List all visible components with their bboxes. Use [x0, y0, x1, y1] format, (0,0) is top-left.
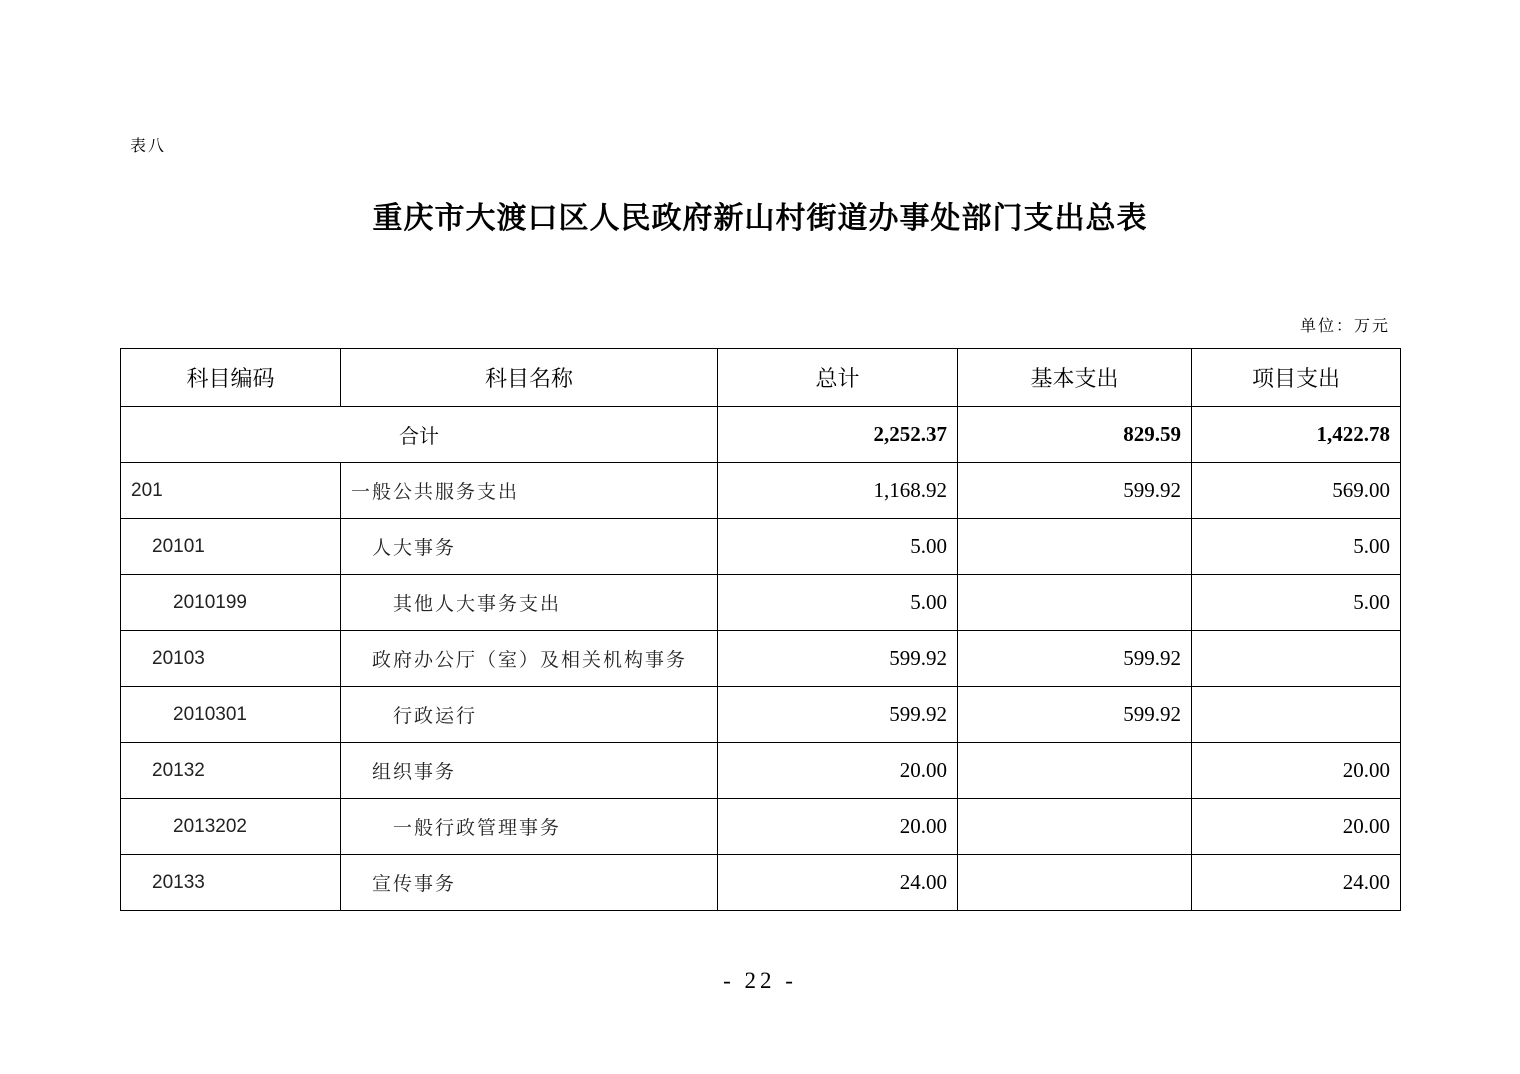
table-row	[121, 575, 1401, 631]
table-row	[121, 855, 1401, 911]
project-cell: 5.00	[1192, 519, 1401, 575]
table-row	[121, 519, 1401, 575]
header-total: 总计	[718, 349, 958, 407]
total-label: 合计	[121, 407, 718, 463]
basic-cell	[958, 743, 1192, 799]
basic-cell: 599.92	[958, 687, 1192, 743]
total-cell: 1,168.92	[718, 463, 958, 519]
project-cell: 569.00	[1192, 463, 1401, 519]
name-cell: 政府办公厅（室）及相关机构事务	[341, 631, 718, 687]
total-cell: 2,252.37	[718, 407, 958, 463]
project-cell: 24.00	[1192, 855, 1401, 911]
code-cell: 2013202	[121, 799, 341, 855]
header-row	[121, 349, 1401, 407]
table-label: 表八	[130, 136, 167, 155]
table-row	[121, 631, 1401, 687]
code-cell: 20103	[121, 631, 341, 687]
header-name: 科目名称	[341, 349, 718, 407]
unit-label: 单位：万元	[1299, 316, 1390, 335]
basic-cell	[958, 799, 1192, 855]
basic-cell	[958, 575, 1192, 631]
expenditure-table	[120, 348, 1401, 911]
total-cell: 5.00	[718, 575, 958, 631]
code-cell: 20101	[121, 519, 341, 575]
basic-cell: 599.92	[958, 631, 1192, 687]
name-cell: 宣传事务	[341, 855, 718, 911]
table-row	[121, 687, 1401, 743]
document-title: 重庆市大渡口区人民政府新山村街道办事处部门支出总表	[372, 201, 1148, 236]
total-cell: 20.00	[718, 799, 958, 855]
project-cell	[1192, 631, 1401, 687]
code-cell: 2010301	[121, 687, 341, 743]
project-cell: 20.00	[1192, 799, 1401, 855]
total-row	[121, 407, 1401, 463]
name-cell: 一般公共服务支出	[341, 463, 718, 519]
basic-cell	[958, 519, 1192, 575]
header-project: 项目支出	[1192, 349, 1401, 407]
code-cell: 201	[121, 463, 341, 519]
total-cell: 5.00	[718, 519, 958, 575]
header-basic: 基本支出	[958, 349, 1192, 407]
header-code: 科目编码	[121, 349, 341, 407]
basic-cell: 599.92	[958, 463, 1192, 519]
basic-cell: 829.59	[958, 407, 1192, 463]
total-cell: 24.00	[718, 855, 958, 911]
project-cell: 5.00	[1192, 575, 1401, 631]
total-cell: 599.92	[718, 631, 958, 687]
name-cell: 人大事务	[341, 519, 718, 575]
total-cell: 20.00	[718, 743, 958, 799]
project-cell	[1192, 687, 1401, 743]
total-cell: 599.92	[718, 687, 958, 743]
project-cell: 1,422.78	[1192, 407, 1401, 463]
code-cell: 20133	[121, 855, 341, 911]
table-row	[121, 799, 1401, 855]
table-row	[121, 463, 1401, 519]
name-cell: 一般行政管理事务	[341, 799, 718, 855]
basic-cell	[958, 855, 1192, 911]
project-cell: 20.00	[1192, 743, 1401, 799]
page-number: - 22 -	[723, 968, 797, 993]
name-cell: 组织事务	[341, 743, 718, 799]
code-cell: 2010199	[121, 575, 341, 631]
code-cell: 20132	[121, 743, 341, 799]
name-cell: 行政运行	[341, 687, 718, 743]
table-row	[121, 743, 1401, 799]
name-cell: 其他人大事务支出	[341, 575, 718, 631]
